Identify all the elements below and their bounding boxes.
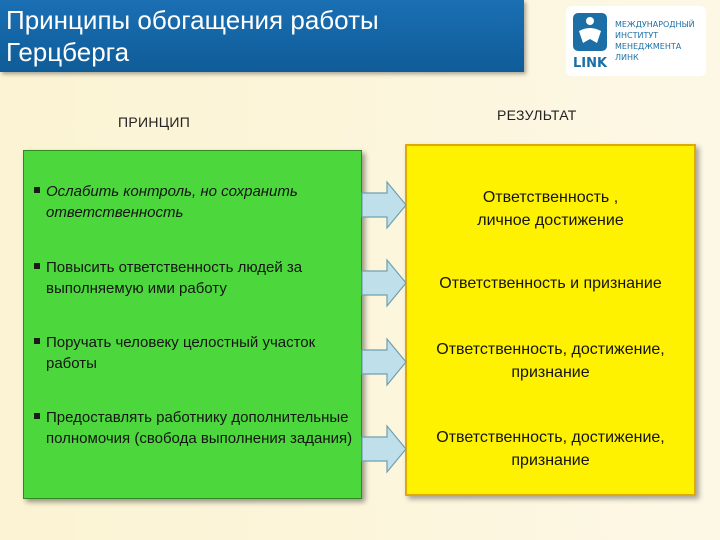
result-item: Ответственность, достижение, признание bbox=[436, 429, 665, 469]
bullet-icon bbox=[34, 263, 40, 269]
right-arrow-icon bbox=[361, 180, 407, 230]
principle-text: Поручать человеку целостный участок работы bbox=[46, 334, 316, 372]
principle-item bbox=[34, 332, 354, 374]
result-item: Ответственность, достижение, признание bbox=[436, 341, 665, 381]
result-item: Ответственность , личное достижение bbox=[477, 189, 624, 229]
bullet-icon bbox=[34, 413, 40, 419]
principle-text: Ослабить контроль, но сохранить ответственность bbox=[46, 183, 298, 221]
principle-text: Повысить ответственность людей за выполняемую ими работу bbox=[46, 259, 303, 297]
title-bar bbox=[0, 0, 524, 72]
bullet-icon bbox=[34, 338, 40, 344]
result-item: Ответственность и признание bbox=[439, 275, 662, 292]
result-column-header: РЕЗУЛЬТАТ bbox=[497, 107, 577, 123]
principles-panel bbox=[23, 150, 362, 499]
slide-title: Принципы обогащения работы Герцберга bbox=[6, 5, 379, 67]
right-arrow-icon bbox=[361, 424, 407, 474]
principle-item bbox=[34, 407, 354, 449]
logo-text: МЕЖДУНАРОДНЫЙ ИНСТИТУТ МЕНЕДЖМЕНТА ЛИНК bbox=[615, 20, 695, 62]
right-arrow-icon bbox=[361, 337, 407, 387]
principle-text: Предоставлять работнику дополнительные полномочия (свобода выполнения задания) bbox=[46, 409, 353, 447]
principle-column-header: ПРИНЦИП bbox=[118, 114, 191, 130]
right-arrow-icon bbox=[361, 258, 407, 308]
logo-mark-label: LINK bbox=[572, 56, 608, 71]
institute-logo bbox=[566, 6, 706, 76]
bullet-icon bbox=[34, 187, 40, 193]
principle-item bbox=[34, 181, 354, 223]
results-panel bbox=[405, 144, 696, 496]
link-logo-mark bbox=[569, 9, 611, 73]
principle-item bbox=[34, 257, 354, 299]
